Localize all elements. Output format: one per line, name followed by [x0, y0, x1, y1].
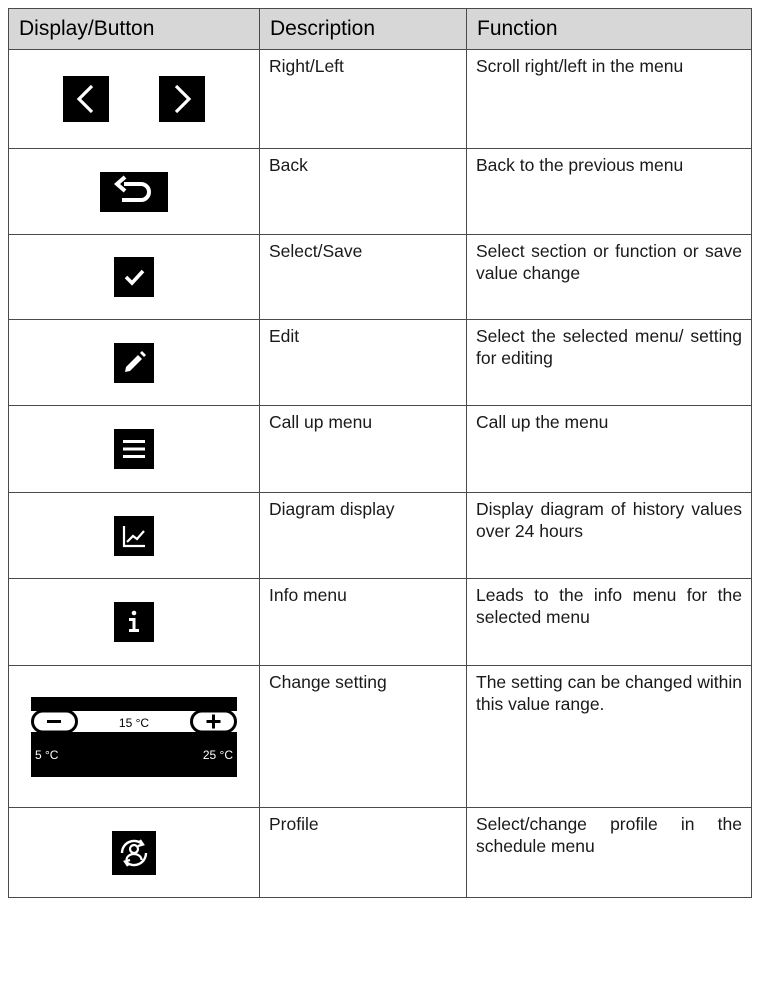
chevron-right-icon [159, 76, 205, 122]
table-row [9, 406, 752, 493]
description-cell: Change setting [260, 666, 467, 808]
checkmark-icon [114, 257, 154, 297]
function-cell: Select/change profile in the schedule menu [467, 808, 752, 898]
slider-min-value: 5 °C [35, 747, 59, 762]
plus-icon [192, 711, 236, 732]
table-row [9, 149, 752, 235]
table-row [9, 50, 752, 149]
function-cell: Back to the previous menu [467, 149, 752, 235]
table-row [9, 579, 752, 666]
controls-table [8, 8, 752, 898]
table-row [9, 320, 752, 406]
display-cell [9, 50, 260, 149]
header-row [9, 9, 752, 50]
display-cell [9, 149, 260, 235]
function-cell: Select the selected menu/ setting for editing [467, 320, 752, 406]
back-arrow-icon [100, 172, 168, 212]
pencil-icon [114, 343, 154, 383]
line-chart-icon [114, 516, 154, 556]
display-cell [9, 666, 260, 808]
slider-max-value: 25 °C [202, 747, 233, 762]
function-cell: Call up the menu [467, 406, 752, 493]
display-cell [9, 320, 260, 406]
description-cell: Call up menu [260, 406, 467, 493]
hamburger-menu-icon [114, 429, 154, 469]
function-cell: Scroll right/left in the menu [467, 50, 752, 149]
description-cell: Profile [260, 808, 467, 898]
display-cell [9, 493, 260, 579]
header-function: Function [467, 9, 752, 50]
profile-switch-icon [112, 831, 156, 875]
description-cell: Right/Left [260, 50, 467, 149]
description-cell: Back [260, 149, 467, 235]
table-row [9, 235, 752, 320]
description-cell: Select/Save [260, 235, 467, 320]
chevron-left-icon [63, 76, 109, 122]
slider-current-value: 15 °C [118, 715, 150, 730]
description-cell: Diagram display [260, 493, 467, 579]
function-cell: Select section or function or save value change [467, 235, 752, 320]
table-row [9, 493, 752, 579]
display-cell [9, 579, 260, 666]
function-cell: The setting can be changed within this value range. [467, 666, 752, 808]
info-icon [114, 602, 154, 642]
minus-icon [33, 711, 77, 732]
display-cell [9, 808, 260, 898]
description-cell: Edit [260, 320, 467, 406]
display-cell [9, 235, 260, 320]
table-row [9, 808, 752, 898]
table-row [9, 666, 752, 808]
display-cell [9, 406, 260, 493]
header-description: Description [260, 9, 467, 50]
value-slider [31, 697, 237, 777]
header-display-button: Display/Button [9, 9, 260, 50]
function-cell: Display diagram of history values over 24 hours [467, 493, 752, 579]
function-cell: Leads to the info menu for the selected menu [467, 579, 752, 666]
description-cell: Info menu [260, 579, 467, 666]
